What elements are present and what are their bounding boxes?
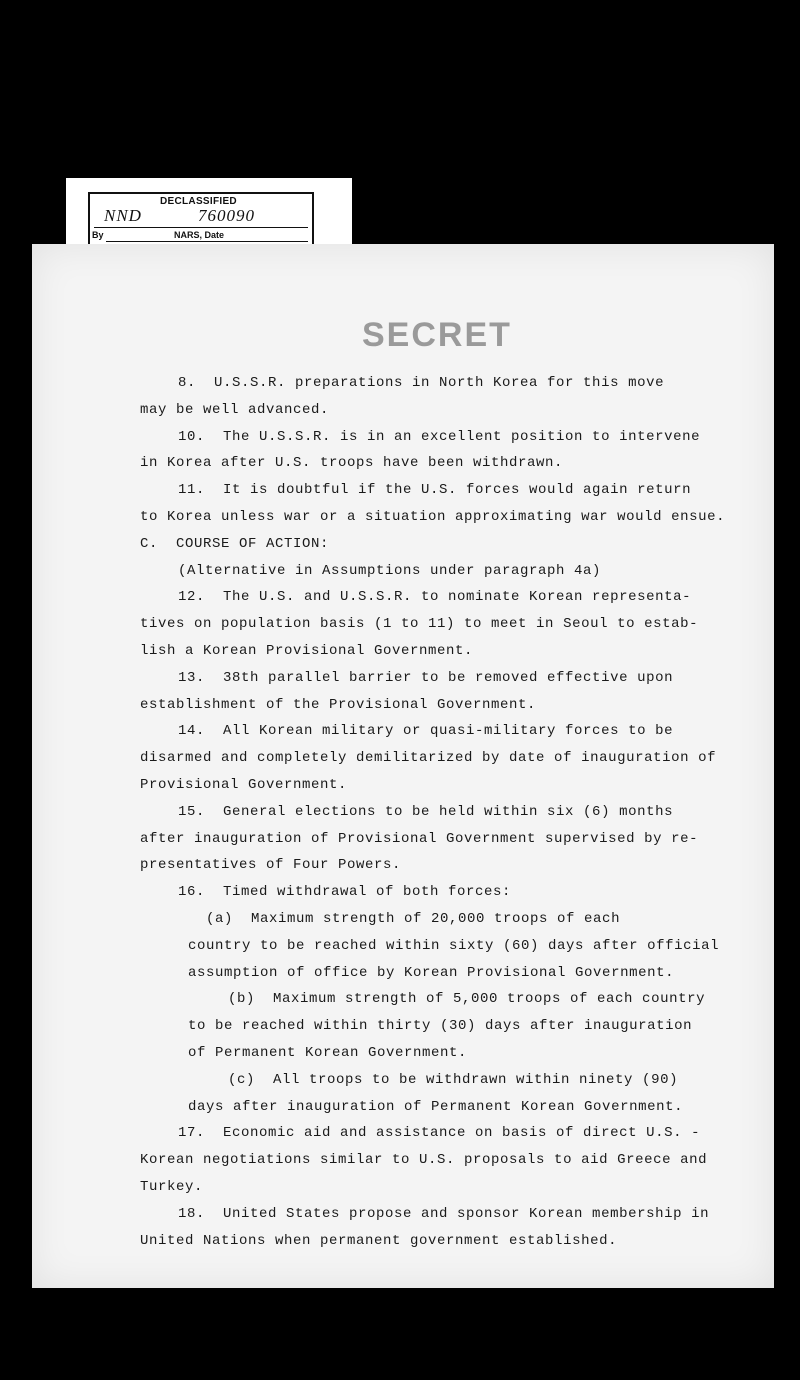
document-line: United Nations when permanent government established. <box>140 1232 618 1249</box>
document-line: days after inauguration of Permanent Korean Government. <box>188 1098 684 1115</box>
document-line: (c) All troops to be withdrawn within ninety (90) <box>228 1071 679 1088</box>
document-line: may be well advanced. <box>140 401 330 418</box>
document-body <box>32 370 774 1254</box>
document-line: assumption of office by Korean Provisional Government. <box>188 964 675 981</box>
document-line: (b) Maximum strength of 5,000 troops of each country <box>228 991 706 1008</box>
document-line: (Alternative in Assumptions under paragraph 4a) <box>178 562 602 579</box>
stamp-nars-date-label: NARS, Date <box>174 230 225 240</box>
document-line: (a) Maximum strength of 20,000 troops of each <box>188 910 621 927</box>
document-line: after inauguration of Provisional Government supervised by re- <box>140 830 699 847</box>
document-line: C. COURSE OF ACTION: <box>140 535 330 552</box>
document-line: 14. All Korean military or quasi-military forces to be <box>178 723 674 740</box>
document-line: disarmed and completely demilitarized by date of inauguration of <box>140 750 717 767</box>
stamp-signature-line <box>106 241 308 242</box>
declassification-stamp <box>88 192 314 246</box>
document-line: 13. 38th parallel barrier to be removed effective upon <box>178 669 674 686</box>
document-line: 8. U.S.S.R. preparations in North Korea for this move <box>178 375 665 391</box>
document-line: 16. Timed withdrawal of both forces: <box>178 884 512 901</box>
stamp-by-label: By <box>92 230 104 240</box>
document-line: to be reached within thirty (30) days after inauguration <box>188 1018 693 1035</box>
document-line: to Korea unless war or a situation approximating war would ensue. <box>140 508 726 525</box>
document-line: 11. It is doubtful if the U.S. forces would again return <box>178 482 692 499</box>
document-line: 10. The U.S.S.R. is in an excellent position to intervene <box>178 428 701 445</box>
document-line: 12. The U.S. and U.S.S.R. to nominate Korean representa- <box>178 589 692 606</box>
document-line: Provisional Government. <box>140 776 348 793</box>
classification-header: SECRET <box>362 316 512 354</box>
document-line: of Permanent Korean Government. <box>188 1044 468 1061</box>
document-line: lish a Korean Provisional Government. <box>140 642 474 659</box>
document-line: Korean negotiations similar to U.S. proposals to aid Greece and <box>140 1152 708 1169</box>
document-line: presentatives of Four Powers. <box>140 857 402 874</box>
document-line: establishment of the Provisional Government. <box>140 696 537 713</box>
document-line: 15. General elections to be held within six (6) months <box>178 803 674 820</box>
document-line: 17. Economic aid and assistance on basis of direct U.S. - <box>178 1125 701 1142</box>
document-line: tives on population basis (1 to 11) to meet in Seoul to estab- <box>140 616 699 633</box>
document-line: in Korea after U.S. troops have been withdrawn. <box>140 455 564 472</box>
document-line: 18. United States propose and sponsor Korean membership in <box>178 1205 710 1222</box>
document-page <box>32 244 774 1288</box>
stamp-declassified-label: DECLASSIFIED <box>160 196 237 207</box>
document-line: Turkey. <box>140 1178 204 1195</box>
stamp-authority: NND <box>104 206 142 225</box>
stamp-number: 760090 <box>198 206 255 225</box>
document-line: country to be reached within sixty (60) days after official <box>188 937 720 954</box>
stamp-divider <box>94 227 308 228</box>
